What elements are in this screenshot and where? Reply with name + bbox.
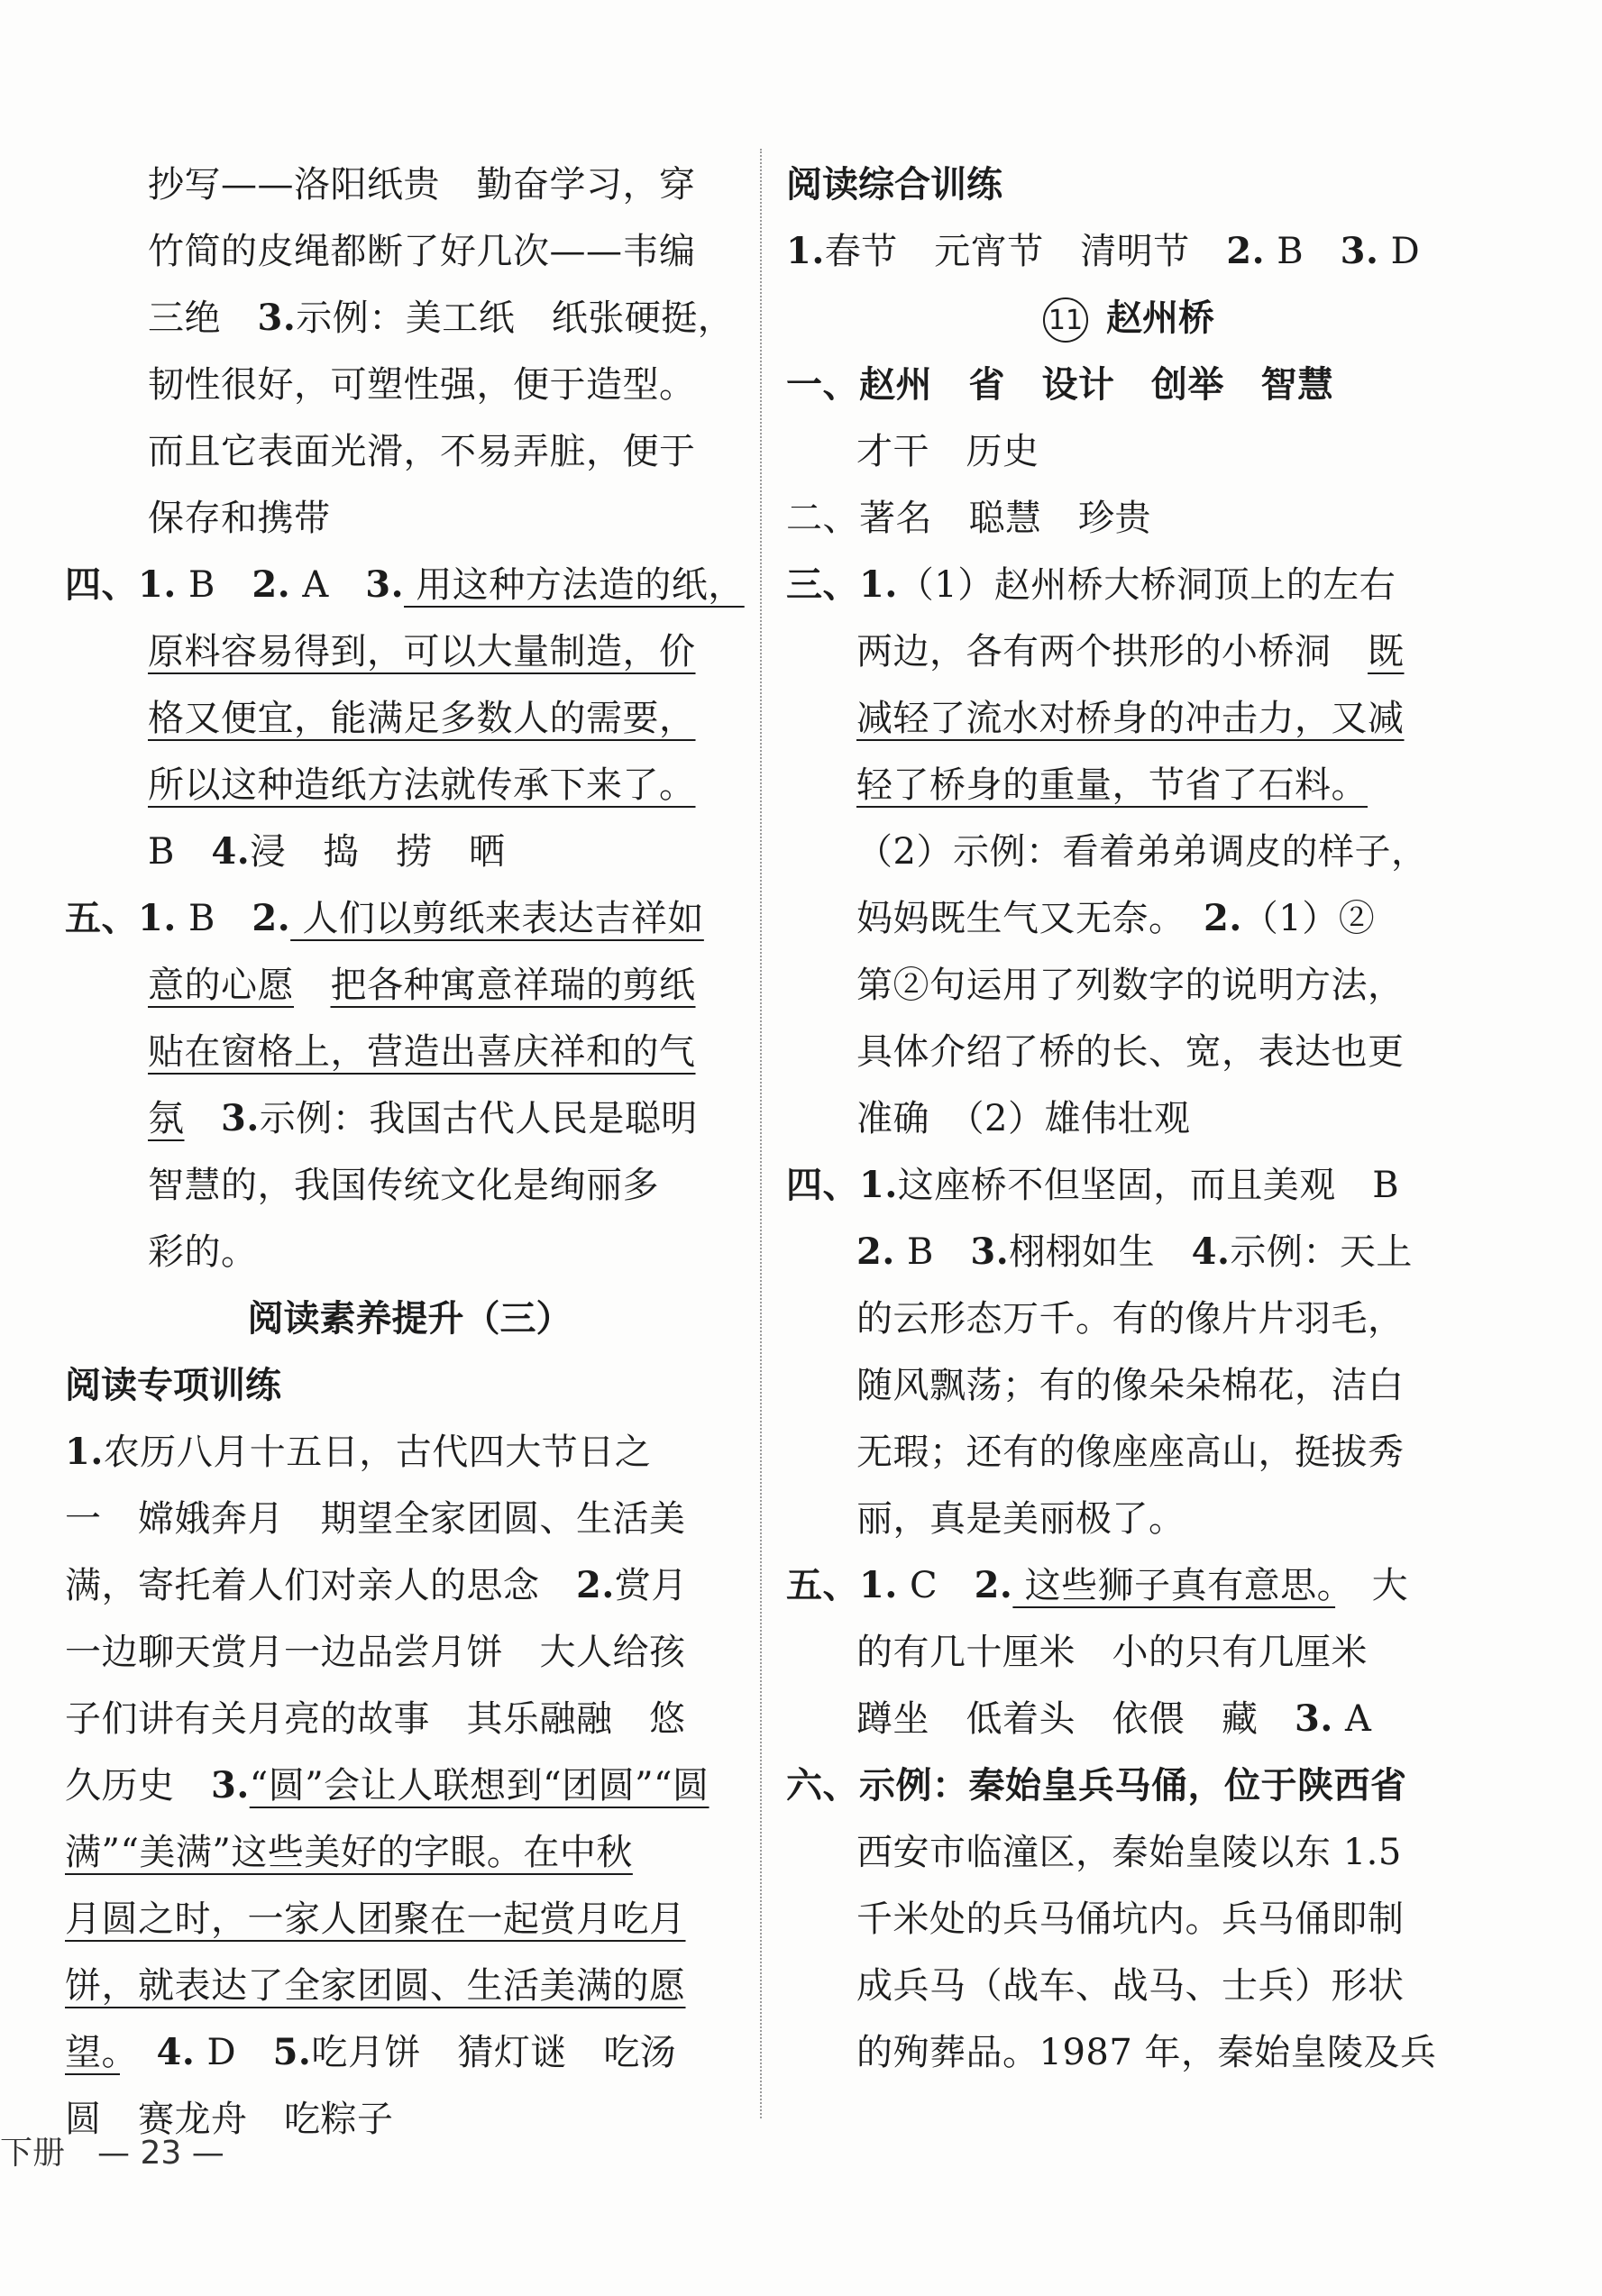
text-line: 千米处的兵马俑坑内。兵马俑即制 xyxy=(856,1898,1405,1940)
text-line: 圆 赛龙舟 吃粽子 xyxy=(65,2099,394,2140)
text-line: 两边，各有两个拱形的小桥洞 既 xyxy=(856,631,1405,672)
text-line: 三绝 3.示例：美工纸 纸张硬挺， xyxy=(148,297,735,339)
text-line: （2）示例：看着弟弟调皮的样子， xyxy=(856,831,1428,873)
column-divider xyxy=(760,149,762,2118)
subsection-heading: 阅读专项训练 xyxy=(65,1365,281,1406)
text-line: 子们讲有关月亮的故事 其乐融融 悠 xyxy=(65,1698,686,1740)
text-line: 随风飘荡；有的像朵朵棉花，洁白 xyxy=(856,1365,1405,1406)
lesson-number-badge: 11 xyxy=(1043,297,1088,343)
left-column xyxy=(65,151,755,2153)
text-line: 1.农历八月十五日，古代四大节日之 xyxy=(65,1431,652,1473)
text-line: 才干 历史 xyxy=(856,431,1039,472)
text-line: 满”“美满”这些美好的字眼。在中秋 xyxy=(65,1832,633,1873)
text-line: 贴在窗格上，营造出喜庆祥和的气 xyxy=(148,1031,696,1073)
text-line: 而且它表面光滑，不易弄脏，便于 xyxy=(148,431,696,472)
text-line: 一 嫦娥奔月 期望全家团圆、生活美 xyxy=(65,1498,686,1540)
text-line: 2. B 3.栩栩如生 4.示例：天上 xyxy=(856,1230,1413,1273)
text-line: 蹲坐 低着头 依偎 藏 3. A xyxy=(856,1697,1372,1740)
text-line: 成兵马（战车、战马、士兵）形状 xyxy=(856,1965,1405,2007)
text-line: B 4.浸 捣 捞 晒 xyxy=(148,830,506,873)
text-line: 原料容易得到，可以大量制造，价 xyxy=(148,631,696,672)
text-line: 月圆之时，一家人团聚在一起赏月吃月 xyxy=(65,1898,686,1940)
text-line: 的云形态万千。有的像片片羽毛， xyxy=(856,1298,1405,1340)
text-line: 一、赵州 省 设计 创举 智慧 xyxy=(786,363,1334,406)
text-line: 的有几十厘米 小的只有几厘米 xyxy=(856,1632,1368,1673)
page-footer: 下册 — 23 — xyxy=(0,2135,224,2172)
text-line: 五、1. C 2. 这些狮子真有意思。 大 xyxy=(786,1564,1409,1606)
text-line: 智慧的，我国传统文化是绚丽多 xyxy=(148,1165,659,1206)
text-line: 保存和携带 xyxy=(148,498,331,539)
text-line: 第②句运用了列数字的说明方法， xyxy=(856,965,1405,1006)
text-line: 妈妈既生气又无奈。 2.（1）② xyxy=(856,897,1376,939)
text-line: 1.春节 元宵节 清明节 2. B 3. D xyxy=(786,230,1421,272)
text-line: 的殉葬品。1987 年，秦始皇陵及兵 xyxy=(856,2032,1437,2073)
text-line: 格又便宜，能满足多数人的需要， xyxy=(148,698,696,739)
text-line: 韧性很好，可塑性强，便于造型。 xyxy=(148,364,696,406)
text-line: 四、1. B 2. A 3. 用这种方法造的纸， xyxy=(65,563,745,606)
subsection-heading: 阅读综合训练 xyxy=(786,164,1002,206)
text-line: 望。 4. D 5.吃月饼 猜灯谜 吃汤 xyxy=(65,2031,677,2073)
text-line: 六、示例：秦始皇兵马俑，位于陕西省 xyxy=(786,1764,1407,1807)
text-line: 满，寄托着人们对亲人的思念 2.赏月 xyxy=(65,1564,688,1606)
text-line: 四、1.这座桥不但坚固，而且美观 B xyxy=(786,1164,1400,1206)
text-line: 抄写——洛阳纸贵 勤奋学习，穿 xyxy=(148,164,696,206)
section-heading: 阅读素养提升（三） xyxy=(247,1298,572,1340)
text-line: 二、著名 聪慧 珍贵 xyxy=(786,498,1151,539)
text-line: 饼，就表达了全家团圆、生活美满的愿 xyxy=(65,1965,686,2007)
text-line: 久历史 3.“圆”会让人联想到“团圆”“圆 xyxy=(65,1764,709,1807)
lesson-heading: 11 赵州桥 xyxy=(786,285,1471,352)
text-line: 所以这种造纸方法就传承下来了。 xyxy=(148,764,696,806)
text-line: 准确 （2）雄伟壮观 xyxy=(856,1098,1191,1139)
text-line: 具体介绍了桥的长、宽，表达也更 xyxy=(856,1031,1405,1073)
right-column xyxy=(786,151,1471,2086)
text-line: 减轻了流水对桥身的冲击力，又减 xyxy=(856,698,1405,739)
text-line: 一边聊天赏月一边品尝月饼 大人给孩 xyxy=(65,1632,686,1673)
text-line: 竹简的皮绳都断了好几次——韦编 xyxy=(148,231,696,272)
text-line: 氛 3.示例：我国古代人民是聪明 xyxy=(148,1097,698,1139)
text-line: 五、1. B 2. 人们以剪纸来表达吉祥如 xyxy=(65,897,704,939)
text-line: 彩的。 xyxy=(148,1231,258,1273)
text-line: 轻了桥身的重量，节省了石料。 xyxy=(856,764,1368,806)
text-line: 三、1.（1）赵州桥大桥洞顶上的左右 xyxy=(786,563,1396,606)
text-line: 西安市临潼区，秦始皇陵以东 1.5 xyxy=(856,1832,1402,1873)
text-line: 意的心愿 把各种寓意祥瑞的剪纸 xyxy=(148,965,696,1006)
text-line: 无瑕；还有的像座座高山，挺拔秀 xyxy=(856,1432,1405,1473)
text-line: 丽，真是美丽极了。 xyxy=(856,1498,1185,1540)
